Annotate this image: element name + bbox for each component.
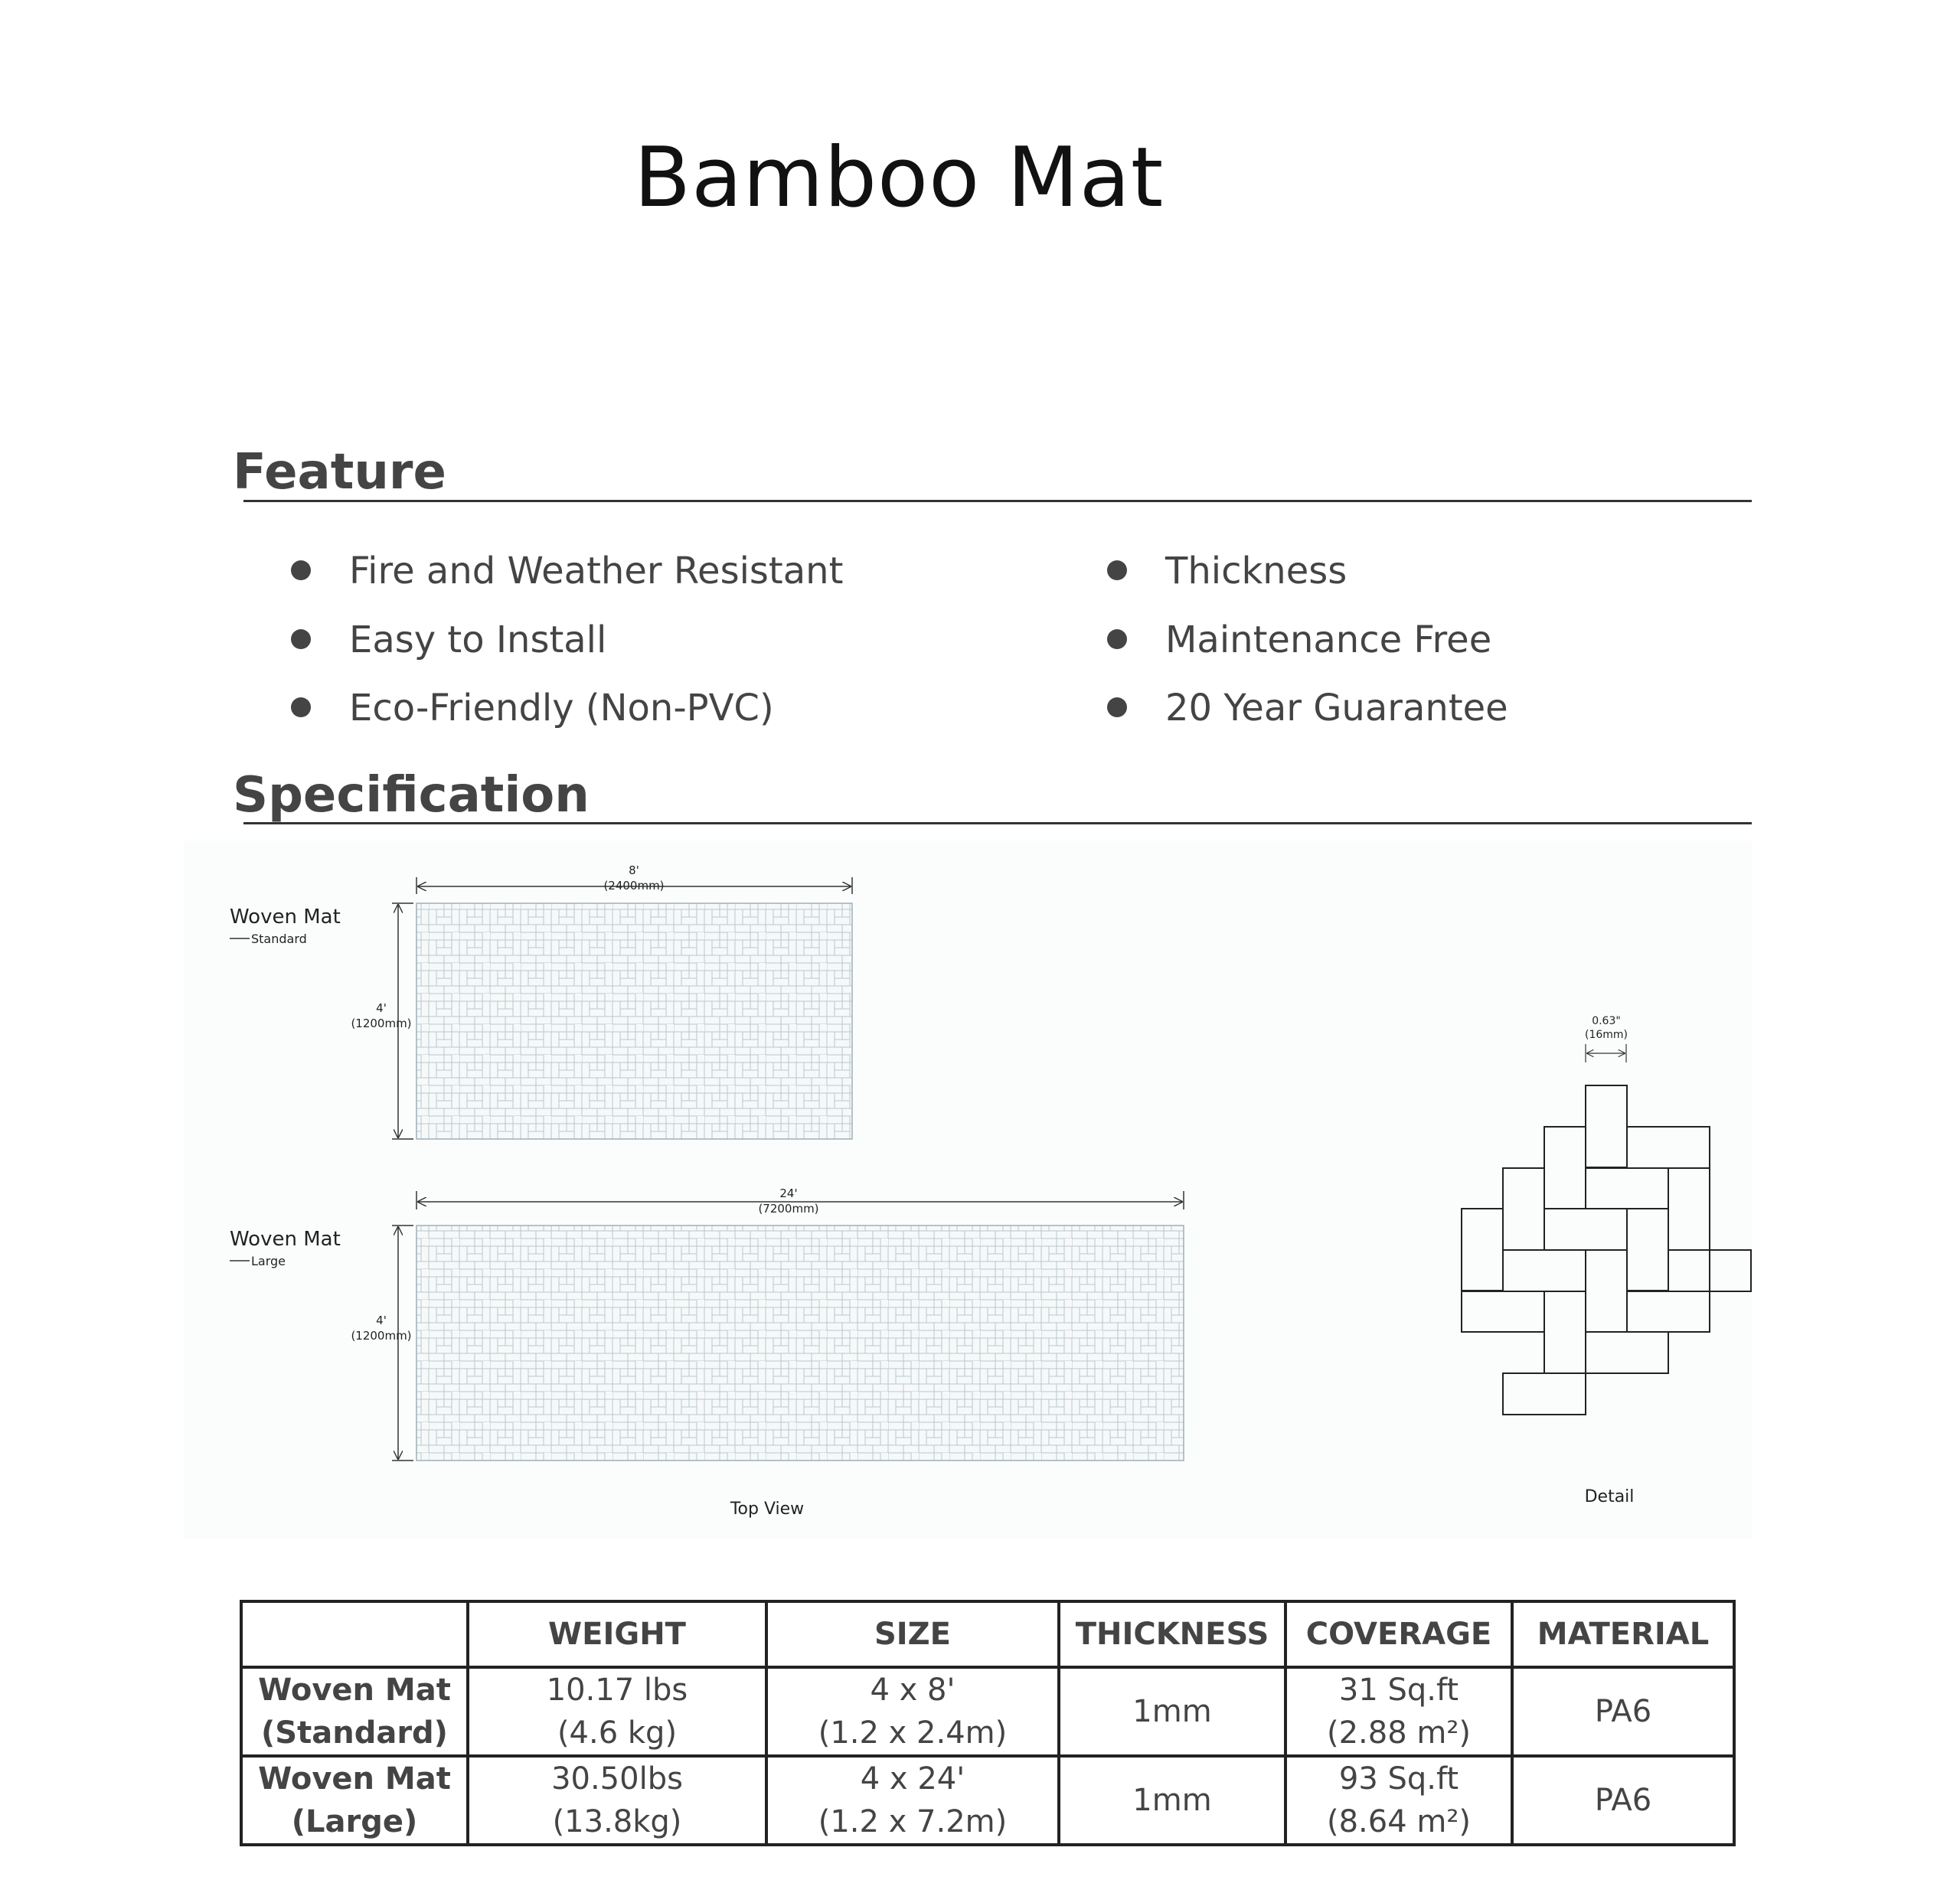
feature-item: Fire and Weather Resistant bbox=[349, 548, 843, 594]
large-height-label: 4' bbox=[376, 1314, 387, 1327]
bullet-icon bbox=[1107, 629, 1127, 649]
table-cell-size: 4 x 24' (1.2 x 7.2m) bbox=[766, 1756, 1059, 1845]
detail-label: Detail bbox=[1584, 1487, 1635, 1506]
feature-item: Thickness bbox=[1165, 548, 1347, 594]
page-title: Bamboo Mat bbox=[634, 130, 1165, 226]
standard-mat-texture bbox=[416, 903, 852, 1139]
large-mat-variant: Large bbox=[251, 1254, 286, 1268]
feature-list bbox=[0, 548, 1960, 747]
standard-mat-variant: Standard bbox=[251, 932, 307, 946]
table-header: WEIGHT bbox=[468, 1601, 766, 1667]
table-cell-size: 4 x 8' (1.2 x 2.4m) bbox=[766, 1667, 1059, 1756]
bullet-icon bbox=[291, 697, 311, 717]
standard-height-mm: (1200mm) bbox=[351, 1017, 412, 1030]
feature-item: Maintenance Free bbox=[1165, 617, 1491, 663]
table-cell-thickness: 1mm bbox=[1059, 1667, 1285, 1756]
standard-width-mm: (2400mm) bbox=[603, 879, 665, 893]
detail-width-mm: (16mm) bbox=[1584, 1029, 1628, 1041]
table-cell-coverage: 93 Sq.ft (8.64 m²) bbox=[1285, 1756, 1512, 1845]
top-view-label: Top View bbox=[730, 1500, 805, 1519]
table-cell-weight: 10.17 lbs (4.6 kg) bbox=[468, 1667, 766, 1756]
feature-item: 20 Year Guarantee bbox=[1165, 685, 1508, 731]
feature-item: Easy to Install bbox=[349, 617, 606, 663]
specification-divider bbox=[243, 822, 1752, 824]
specification-heading: Specification bbox=[233, 767, 590, 824]
bullet-icon bbox=[291, 560, 311, 580]
standard-mat-name: Woven Mat bbox=[230, 906, 341, 929]
table-cell-name: Woven Mat (Standard) bbox=[241, 1667, 468, 1756]
table-row bbox=[241, 1667, 1734, 1756]
standard-height-label: 4' bbox=[376, 1001, 387, 1015]
table-header: SIZE bbox=[766, 1601, 1059, 1667]
standard-width-label: 8' bbox=[629, 863, 639, 877]
table-header-row bbox=[241, 1601, 1734, 1667]
table-row bbox=[241, 1756, 1734, 1845]
table-cell-name: Woven Mat (Large) bbox=[241, 1756, 468, 1845]
table-cell-thickness: 1mm bbox=[1059, 1756, 1285, 1845]
detail-width-label: 0.63" bbox=[1592, 1015, 1621, 1027]
feature-heading: Feature bbox=[233, 444, 446, 501]
specification-table bbox=[240, 1600, 1736, 1846]
large-width-label: 24' bbox=[779, 1186, 798, 1200]
table-cell-material: PA6 bbox=[1512, 1667, 1734, 1756]
table-header: MATERIAL bbox=[1512, 1601, 1734, 1667]
large-mat-name: Woven Mat bbox=[230, 1228, 341, 1251]
table-header: THICKNESS bbox=[1059, 1601, 1285, 1667]
large-mat-texture bbox=[416, 1226, 1184, 1461]
feature-item: Eco-Friendly (Non-PVC) bbox=[349, 685, 774, 731]
large-height-mm: (1200mm) bbox=[351, 1329, 412, 1343]
detail-weave-pattern bbox=[1462, 1085, 1751, 1415]
bullet-icon bbox=[1107, 697, 1127, 717]
table-cell-material: PA6 bbox=[1512, 1756, 1734, 1845]
bullet-icon bbox=[1107, 560, 1127, 580]
large-width-mm: (7200mm) bbox=[758, 1202, 819, 1216]
table-cell-coverage: 31 Sq.ft (2.88 m²) bbox=[1285, 1667, 1512, 1756]
feature-divider bbox=[243, 500, 1752, 502]
specification-drawing bbox=[184, 840, 1752, 1539]
table-header: COVERAGE bbox=[1285, 1601, 1512, 1667]
bullet-icon bbox=[291, 629, 311, 649]
table-header bbox=[241, 1601, 468, 1667]
table-cell-weight: 30.50lbs (13.8kg) bbox=[468, 1756, 766, 1845]
